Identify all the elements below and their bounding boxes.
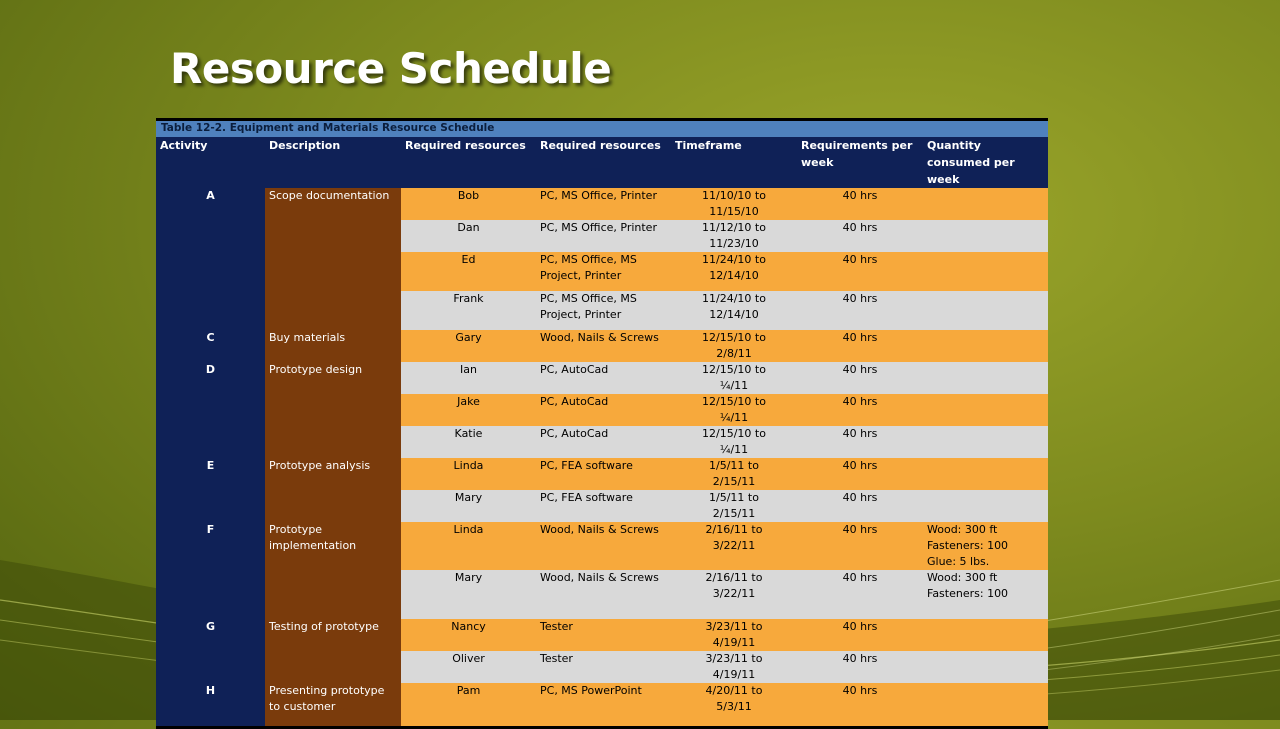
cell-timeframe: 2/16/11 to 3/22/11 bbox=[671, 522, 797, 570]
cell-description: Buy materials bbox=[265, 330, 401, 362]
cell-quantity bbox=[923, 619, 1048, 651]
cell-quantity: Wood: 300 ft Fasteners: 100 Glue: 5 lbs. bbox=[923, 522, 1048, 570]
header-required-resources-equipment: Required resources bbox=[536, 137, 671, 188]
cell-person: Frank bbox=[401, 291, 536, 330]
cell-requirements: 40 hrs bbox=[797, 522, 923, 570]
cell-timeframe: 12/15/10 to ¼/11 bbox=[671, 362, 797, 394]
cell-person: Linda bbox=[401, 522, 536, 570]
cell-requirements: 40 hrs bbox=[797, 683, 923, 727]
cell-person: Mary bbox=[401, 570, 536, 619]
cell-activity: G bbox=[156, 619, 265, 683]
cell-person: Ian bbox=[401, 362, 536, 394]
cell-description: Scope documentation bbox=[265, 188, 401, 220]
cell-timeframe: 12/15/10 to ¼/11 bbox=[671, 394, 797, 426]
cell-quantity bbox=[923, 651, 1048, 683]
cell-resources: Wood, Nails & Screws bbox=[536, 522, 671, 570]
page-title: Resource Schedule bbox=[170, 44, 612, 93]
cell-requirements: 40 hrs bbox=[797, 188, 923, 220]
cell-person: Jake bbox=[401, 394, 536, 426]
cell-resources: PC, MS Office, Printer bbox=[536, 188, 671, 220]
cell-quantity bbox=[923, 220, 1048, 252]
table-row bbox=[156, 220, 1048, 252]
cell-resources: Tester bbox=[536, 619, 671, 651]
cell-timeframe: 11/12/10 to 11/23/10 bbox=[671, 220, 797, 252]
table-row bbox=[156, 683, 1048, 727]
cell-description: Prototype implementation bbox=[265, 522, 401, 619]
cell-person: Ed bbox=[401, 252, 536, 291]
cell-requirements: 40 hrs bbox=[797, 252, 923, 291]
cell-quantity bbox=[923, 291, 1048, 330]
cell-resources: PC, MS Office, Printer bbox=[536, 220, 671, 252]
cell-resources: PC, AutoCad bbox=[536, 362, 671, 394]
cell-quantity bbox=[923, 394, 1048, 426]
cell-resources: Wood, Nails & Screws bbox=[536, 570, 671, 619]
header-timeframe: Timeframe bbox=[671, 137, 797, 188]
cell-resources: PC, MS Office, MS Project, Printer bbox=[536, 291, 671, 330]
cell-description: Prototype design bbox=[265, 362, 401, 458]
cell-resources: Tester bbox=[536, 651, 671, 683]
cell-requirements: 40 hrs bbox=[797, 394, 923, 426]
cell-quantity bbox=[923, 426, 1048, 458]
cell-quantity bbox=[923, 683, 1048, 727]
cell-quantity bbox=[923, 330, 1048, 362]
cell-activity: F bbox=[156, 522, 265, 619]
cell-timeframe: 2/16/11 to 3/22/11 bbox=[671, 570, 797, 619]
cell-requirements: 40 hrs bbox=[797, 330, 923, 362]
cell-quantity bbox=[923, 362, 1048, 394]
cell-quantity bbox=[923, 188, 1048, 220]
cell-person: Nancy bbox=[401, 619, 536, 651]
cell-timeframe: 1/5/11 to 2/15/11 bbox=[671, 490, 797, 522]
cell-description: Presenting prototype to customer bbox=[265, 683, 401, 727]
cell-resources: PC, MS Office, MS Project, Printer bbox=[536, 252, 671, 291]
cell-person: Bob bbox=[401, 188, 536, 220]
table-row bbox=[156, 458, 1048, 490]
cell-person: Pam bbox=[401, 683, 536, 727]
cell-activity: C bbox=[156, 330, 265, 362]
cell-timeframe: 12/15/10 to 2/8/11 bbox=[671, 330, 797, 362]
cell-quantity bbox=[923, 490, 1048, 522]
header-required-resources-person: Required resources bbox=[401, 137, 536, 188]
cell-activity: E bbox=[156, 458, 265, 522]
cell-requirements: 40 hrs bbox=[797, 458, 923, 490]
cell-activity: H bbox=[156, 683, 265, 727]
cell-person: Gary bbox=[401, 330, 536, 362]
cell-timeframe: 3/23/11 to 4/19/11 bbox=[671, 619, 797, 651]
cell-quantity: Wood: 300 ft Fasteners: 100 bbox=[923, 570, 1048, 619]
cell-person: Dan bbox=[401, 220, 536, 252]
cell-timeframe: 1/5/11 to 2/15/11 bbox=[671, 458, 797, 490]
cell-resources: PC, MS PowerPoint bbox=[536, 683, 671, 727]
cell-description: Testing of prototype bbox=[265, 619, 401, 683]
cell-requirements: 40 hrs bbox=[797, 362, 923, 394]
table-caption-row bbox=[156, 120, 1048, 138]
table-caption: Table 12-2. Equipment and Materials Resource Schedule bbox=[156, 120, 1048, 138]
header-description: Description bbox=[265, 137, 401, 188]
cell-timeframe: 12/15/10 to ¼/11 bbox=[671, 426, 797, 458]
table-header-row bbox=[156, 137, 1048, 188]
cell-timeframe: 3/23/11 to 4/19/11 bbox=[671, 651, 797, 683]
cell-requirements: 40 hrs bbox=[797, 651, 923, 683]
header-activity: Activity bbox=[156, 137, 265, 188]
cell-timeframe: 4/20/11 to 5/3/11 bbox=[671, 683, 797, 727]
cell-resources: PC, FEA software bbox=[536, 458, 671, 490]
cell-quantity bbox=[923, 458, 1048, 490]
cell-requirements: 40 hrs bbox=[797, 490, 923, 522]
cell-timeframe: 11/10/10 to 11/15/10 bbox=[671, 188, 797, 220]
cell-requirements: 40 hrs bbox=[797, 619, 923, 651]
table-row bbox=[156, 362, 1048, 394]
header-quantity-consumed: Quantity consumed per week bbox=[923, 137, 1048, 188]
cell-person: Mary bbox=[401, 490, 536, 522]
cell-resources: PC, FEA software bbox=[536, 490, 671, 522]
cell-resources: PC, AutoCad bbox=[536, 394, 671, 426]
cell-resources: PC, AutoCad bbox=[536, 426, 671, 458]
cell-description bbox=[265, 220, 401, 330]
cell-requirements: 40 hrs bbox=[797, 426, 923, 458]
cell-requirements: 40 hrs bbox=[797, 220, 923, 252]
cell-activity bbox=[156, 220, 265, 330]
cell-person: Linda bbox=[401, 458, 536, 490]
cell-timeframe: 11/24/10 to 12/14/10 bbox=[671, 252, 797, 291]
cell-activity: A bbox=[156, 188, 265, 220]
cell-resources: Wood, Nails & Screws bbox=[536, 330, 671, 362]
cell-person: Katie bbox=[401, 426, 536, 458]
table-row bbox=[156, 188, 1048, 220]
cell-requirements: 40 hrs bbox=[797, 570, 923, 619]
header-requirements-per-week: Requirements per week bbox=[797, 137, 923, 188]
cell-person: Oliver bbox=[401, 651, 536, 683]
resource-schedule-table bbox=[156, 118, 1048, 729]
table-row bbox=[156, 330, 1048, 362]
cell-description: Prototype analysis bbox=[265, 458, 401, 522]
cell-quantity bbox=[923, 252, 1048, 291]
cell-activity: D bbox=[156, 362, 265, 458]
table-row bbox=[156, 619, 1048, 651]
cell-requirements: 40 hrs bbox=[797, 291, 923, 330]
cell-timeframe: 11/24/10 to 12/14/10 bbox=[671, 291, 797, 330]
table-row bbox=[156, 522, 1048, 570]
